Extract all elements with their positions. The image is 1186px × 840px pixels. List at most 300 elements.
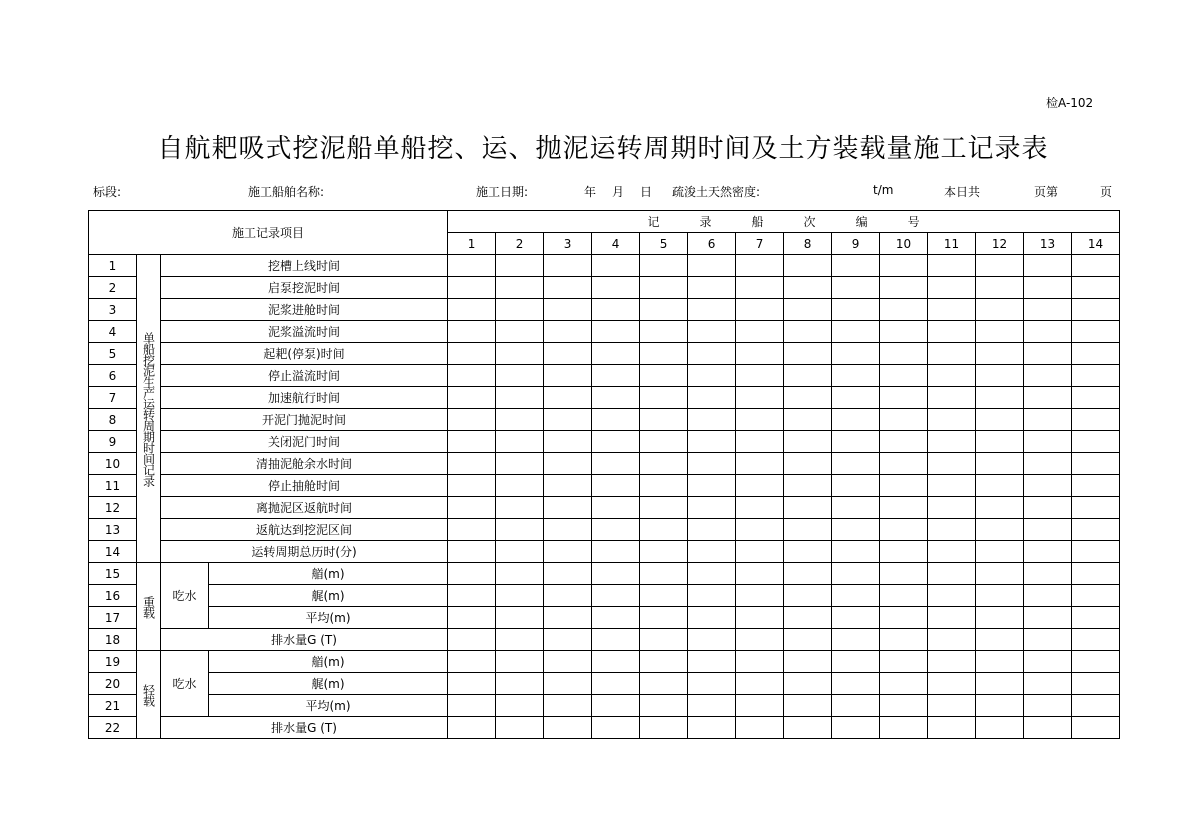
record-cell[interactable] bbox=[544, 321, 592, 343]
record-cell[interactable] bbox=[1072, 673, 1120, 695]
record-cell[interactable] bbox=[448, 343, 496, 365]
record-cell[interactable] bbox=[976, 717, 1024, 739]
record-cell[interactable] bbox=[544, 365, 592, 387]
record-cell[interactable] bbox=[640, 585, 688, 607]
record-cell[interactable] bbox=[640, 321, 688, 343]
record-cell[interactable] bbox=[544, 651, 592, 673]
record-cell[interactable] bbox=[640, 431, 688, 453]
record-cell[interactable] bbox=[448, 717, 496, 739]
record-cell[interactable] bbox=[832, 585, 880, 607]
record-cell[interactable] bbox=[880, 519, 928, 541]
record-cell[interactable] bbox=[544, 541, 592, 563]
record-cell[interactable] bbox=[1072, 541, 1120, 563]
record-cell[interactable] bbox=[1024, 673, 1072, 695]
record-cell[interactable] bbox=[496, 629, 544, 651]
record-cell[interactable] bbox=[736, 497, 784, 519]
record-cell[interactable] bbox=[1072, 629, 1120, 651]
record-cell[interactable] bbox=[880, 365, 928, 387]
record-cell[interactable] bbox=[832, 277, 880, 299]
record-cell[interactable] bbox=[640, 695, 688, 717]
record-cell[interactable] bbox=[688, 343, 736, 365]
record-cell[interactable] bbox=[1024, 299, 1072, 321]
record-cell[interactable] bbox=[1024, 387, 1072, 409]
record-cell[interactable] bbox=[880, 431, 928, 453]
record-cell[interactable] bbox=[784, 585, 832, 607]
record-cell[interactable] bbox=[496, 651, 544, 673]
record-cell[interactable] bbox=[736, 563, 784, 585]
record-cell[interactable] bbox=[448, 387, 496, 409]
record-cell[interactable] bbox=[784, 541, 832, 563]
record-cell[interactable] bbox=[736, 343, 784, 365]
record-cell[interactable] bbox=[928, 673, 976, 695]
record-cell[interactable] bbox=[544, 497, 592, 519]
record-cell[interactable] bbox=[544, 585, 592, 607]
record-cell[interactable] bbox=[928, 343, 976, 365]
record-cell[interactable] bbox=[688, 365, 736, 387]
record-cell[interactable] bbox=[784, 387, 832, 409]
record-cell[interactable] bbox=[496, 585, 544, 607]
record-cell[interactable] bbox=[880, 475, 928, 497]
record-cell[interactable] bbox=[1072, 717, 1120, 739]
record-cell[interactable] bbox=[592, 519, 640, 541]
record-cell[interactable] bbox=[1024, 453, 1072, 475]
record-cell[interactable] bbox=[688, 475, 736, 497]
record-cell[interactable] bbox=[832, 365, 880, 387]
record-cell[interactable] bbox=[928, 387, 976, 409]
record-cell[interactable] bbox=[688, 585, 736, 607]
record-cell[interactable] bbox=[736, 255, 784, 277]
record-cell[interactable] bbox=[736, 607, 784, 629]
record-cell[interactable] bbox=[448, 497, 496, 519]
record-cell[interactable] bbox=[592, 387, 640, 409]
record-cell[interactable] bbox=[448, 431, 496, 453]
record-cell[interactable] bbox=[448, 299, 496, 321]
record-cell[interactable] bbox=[1072, 431, 1120, 453]
record-cell[interactable] bbox=[1072, 563, 1120, 585]
record-cell[interactable] bbox=[832, 255, 880, 277]
record-cell[interactable] bbox=[496, 497, 544, 519]
record-cell[interactable] bbox=[448, 409, 496, 431]
record-cell[interactable] bbox=[832, 497, 880, 519]
record-cell[interactable] bbox=[592, 695, 640, 717]
record-cell[interactable] bbox=[736, 585, 784, 607]
record-cell[interactable] bbox=[928, 585, 976, 607]
record-cell[interactable] bbox=[496, 299, 544, 321]
record-cell[interactable] bbox=[592, 585, 640, 607]
record-cell[interactable] bbox=[688, 519, 736, 541]
record-cell[interactable] bbox=[544, 629, 592, 651]
record-cell[interactable] bbox=[784, 321, 832, 343]
record-cell[interactable] bbox=[1024, 585, 1072, 607]
record-cell[interactable] bbox=[976, 299, 1024, 321]
record-cell[interactable] bbox=[688, 255, 736, 277]
record-cell[interactable] bbox=[1024, 343, 1072, 365]
record-cell[interactable] bbox=[880, 277, 928, 299]
record-cell[interactable] bbox=[976, 519, 1024, 541]
record-cell[interactable] bbox=[976, 255, 1024, 277]
record-cell[interactable] bbox=[448, 519, 496, 541]
record-cell[interactable] bbox=[1024, 563, 1072, 585]
record-cell[interactable] bbox=[1024, 695, 1072, 717]
record-cell[interactable] bbox=[736, 453, 784, 475]
record-cell[interactable] bbox=[1024, 255, 1072, 277]
record-cell[interactable] bbox=[976, 497, 1024, 519]
record-cell[interactable] bbox=[688, 321, 736, 343]
record-cell[interactable] bbox=[592, 651, 640, 673]
record-cell[interactable] bbox=[1072, 585, 1120, 607]
record-cell[interactable] bbox=[1024, 519, 1072, 541]
record-cell[interactable] bbox=[736, 277, 784, 299]
record-cell[interactable] bbox=[784, 563, 832, 585]
record-cell[interactable] bbox=[688, 387, 736, 409]
record-cell[interactable] bbox=[496, 607, 544, 629]
record-cell[interactable] bbox=[640, 651, 688, 673]
record-cell[interactable] bbox=[736, 299, 784, 321]
record-cell[interactable] bbox=[784, 717, 832, 739]
record-cell[interactable] bbox=[976, 475, 1024, 497]
record-cell[interactable] bbox=[1024, 321, 1072, 343]
record-cell[interactable] bbox=[880, 563, 928, 585]
record-cell[interactable] bbox=[784, 695, 832, 717]
record-cell[interactable] bbox=[1024, 409, 1072, 431]
record-cell[interactable] bbox=[640, 387, 688, 409]
record-cell[interactable] bbox=[880, 673, 928, 695]
record-cell[interactable] bbox=[1024, 717, 1072, 739]
record-cell[interactable] bbox=[976, 629, 1024, 651]
record-cell[interactable] bbox=[736, 321, 784, 343]
record-cell[interactable] bbox=[640, 497, 688, 519]
record-cell[interactable] bbox=[688, 431, 736, 453]
record-cell[interactable] bbox=[976, 673, 1024, 695]
record-cell[interactable] bbox=[928, 277, 976, 299]
record-cell[interactable] bbox=[544, 563, 592, 585]
record-cell[interactable] bbox=[688, 629, 736, 651]
record-cell[interactable] bbox=[640, 629, 688, 651]
record-cell[interactable] bbox=[880, 651, 928, 673]
record-cell[interactable] bbox=[928, 541, 976, 563]
record-cell[interactable] bbox=[688, 563, 736, 585]
record-cell[interactable] bbox=[640, 343, 688, 365]
record-cell[interactable] bbox=[592, 717, 640, 739]
record-cell[interactable] bbox=[832, 607, 880, 629]
record-cell[interactable] bbox=[688, 453, 736, 475]
record-cell[interactable] bbox=[640, 453, 688, 475]
record-cell[interactable] bbox=[1072, 651, 1120, 673]
record-cell[interactable] bbox=[928, 695, 976, 717]
record-cell[interactable] bbox=[784, 607, 832, 629]
record-cell[interactable] bbox=[928, 409, 976, 431]
record-cell[interactable] bbox=[496, 541, 544, 563]
record-cell[interactable] bbox=[880, 695, 928, 717]
record-cell[interactable] bbox=[1072, 321, 1120, 343]
record-cell[interactable] bbox=[880, 717, 928, 739]
record-cell[interactable] bbox=[784, 673, 832, 695]
record-cell[interactable] bbox=[976, 387, 1024, 409]
record-cell[interactable] bbox=[544, 717, 592, 739]
record-cell[interactable] bbox=[736, 629, 784, 651]
record-cell[interactable] bbox=[688, 497, 736, 519]
record-cell[interactable] bbox=[544, 431, 592, 453]
record-cell[interactable] bbox=[1072, 519, 1120, 541]
record-cell[interactable] bbox=[640, 299, 688, 321]
record-cell[interactable] bbox=[544, 673, 592, 695]
record-cell[interactable] bbox=[976, 541, 1024, 563]
record-cell[interactable] bbox=[976, 321, 1024, 343]
record-cell[interactable] bbox=[832, 519, 880, 541]
record-cell[interactable] bbox=[736, 673, 784, 695]
record-cell[interactable] bbox=[880, 299, 928, 321]
record-cell[interactable] bbox=[448, 475, 496, 497]
record-cell[interactable] bbox=[1024, 475, 1072, 497]
record-cell[interactable] bbox=[736, 651, 784, 673]
record-cell[interactable] bbox=[832, 409, 880, 431]
record-cell[interactable] bbox=[784, 651, 832, 673]
record-cell[interactable] bbox=[640, 673, 688, 695]
record-cell[interactable] bbox=[592, 629, 640, 651]
record-cell[interactable] bbox=[784, 277, 832, 299]
record-cell[interactable] bbox=[448, 651, 496, 673]
record-cell[interactable] bbox=[496, 519, 544, 541]
record-cell[interactable] bbox=[928, 607, 976, 629]
record-cell[interactable] bbox=[976, 409, 1024, 431]
record-cell[interactable] bbox=[736, 519, 784, 541]
record-cell[interactable] bbox=[640, 607, 688, 629]
record-cell[interactable] bbox=[688, 541, 736, 563]
record-cell[interactable] bbox=[880, 453, 928, 475]
record-cell[interactable] bbox=[496, 717, 544, 739]
record-cell[interactable] bbox=[592, 431, 640, 453]
record-cell[interactable] bbox=[976, 585, 1024, 607]
record-cell[interactable] bbox=[496, 343, 544, 365]
record-cell[interactable] bbox=[880, 343, 928, 365]
record-cell[interactable] bbox=[880, 629, 928, 651]
record-cell[interactable] bbox=[736, 717, 784, 739]
record-cell[interactable] bbox=[448, 365, 496, 387]
record-cell[interactable] bbox=[928, 321, 976, 343]
record-cell[interactable] bbox=[592, 409, 640, 431]
record-cell[interactable] bbox=[688, 409, 736, 431]
record-cell[interactable] bbox=[688, 717, 736, 739]
record-cell[interactable] bbox=[736, 431, 784, 453]
record-cell[interactable] bbox=[640, 563, 688, 585]
record-cell[interactable] bbox=[1072, 255, 1120, 277]
record-cell[interactable] bbox=[832, 563, 880, 585]
record-cell[interactable] bbox=[928, 365, 976, 387]
record-cell[interactable] bbox=[976, 607, 1024, 629]
record-cell[interactable] bbox=[496, 387, 544, 409]
record-cell[interactable] bbox=[880, 409, 928, 431]
record-cell[interactable] bbox=[496, 673, 544, 695]
record-cell[interactable] bbox=[736, 387, 784, 409]
record-cell[interactable] bbox=[1072, 453, 1120, 475]
record-cell[interactable] bbox=[1024, 541, 1072, 563]
record-cell[interactable] bbox=[640, 519, 688, 541]
record-cell[interactable] bbox=[448, 607, 496, 629]
record-cell[interactable] bbox=[544, 519, 592, 541]
record-cell[interactable] bbox=[544, 453, 592, 475]
record-cell[interactable] bbox=[688, 277, 736, 299]
record-cell[interactable] bbox=[544, 255, 592, 277]
record-cell[interactable] bbox=[1072, 607, 1120, 629]
record-cell[interactable] bbox=[688, 651, 736, 673]
record-cell[interactable] bbox=[880, 541, 928, 563]
record-cell[interactable] bbox=[784, 497, 832, 519]
record-cell[interactable] bbox=[736, 695, 784, 717]
record-cell[interactable] bbox=[928, 475, 976, 497]
record-cell[interactable] bbox=[784, 519, 832, 541]
record-cell[interactable] bbox=[832, 431, 880, 453]
record-cell[interactable] bbox=[592, 299, 640, 321]
record-cell[interactable] bbox=[976, 695, 1024, 717]
record-cell[interactable] bbox=[544, 409, 592, 431]
record-cell[interactable] bbox=[880, 497, 928, 519]
record-cell[interactable] bbox=[784, 629, 832, 651]
record-cell[interactable] bbox=[976, 365, 1024, 387]
record-cell[interactable] bbox=[592, 343, 640, 365]
record-cell[interactable] bbox=[496, 321, 544, 343]
record-cell[interactable] bbox=[736, 475, 784, 497]
record-cell[interactable] bbox=[832, 299, 880, 321]
record-cell[interactable] bbox=[1072, 497, 1120, 519]
record-cell[interactable] bbox=[496, 255, 544, 277]
record-cell[interactable] bbox=[928, 299, 976, 321]
record-cell[interactable] bbox=[1072, 475, 1120, 497]
record-cell[interactable] bbox=[832, 453, 880, 475]
record-cell[interactable] bbox=[736, 541, 784, 563]
record-cell[interactable] bbox=[592, 673, 640, 695]
record-cell[interactable] bbox=[1072, 695, 1120, 717]
record-cell[interactable] bbox=[880, 321, 928, 343]
record-cell[interactable] bbox=[880, 387, 928, 409]
record-cell[interactable] bbox=[592, 541, 640, 563]
record-cell[interactable] bbox=[448, 629, 496, 651]
record-cell[interactable] bbox=[640, 541, 688, 563]
record-cell[interactable] bbox=[832, 717, 880, 739]
record-cell[interactable] bbox=[1024, 629, 1072, 651]
record-cell[interactable] bbox=[448, 321, 496, 343]
record-cell[interactable] bbox=[976, 277, 1024, 299]
record-cell[interactable] bbox=[784, 453, 832, 475]
record-cell[interactable] bbox=[544, 387, 592, 409]
record-cell[interactable] bbox=[1072, 387, 1120, 409]
record-cell[interactable] bbox=[784, 365, 832, 387]
record-cell[interactable] bbox=[976, 431, 1024, 453]
record-cell[interactable] bbox=[592, 365, 640, 387]
record-cell[interactable] bbox=[784, 299, 832, 321]
record-cell[interactable] bbox=[688, 299, 736, 321]
record-cell[interactable] bbox=[448, 255, 496, 277]
record-cell[interactable] bbox=[688, 673, 736, 695]
record-cell[interactable] bbox=[832, 651, 880, 673]
record-cell[interactable] bbox=[592, 563, 640, 585]
record-cell[interactable] bbox=[1024, 277, 1072, 299]
record-cell[interactable] bbox=[880, 585, 928, 607]
record-cell[interactable] bbox=[448, 277, 496, 299]
record-cell[interactable] bbox=[736, 409, 784, 431]
record-cell[interactable] bbox=[640, 475, 688, 497]
record-cell[interactable] bbox=[784, 343, 832, 365]
record-cell[interactable] bbox=[544, 695, 592, 717]
record-cell[interactable] bbox=[976, 343, 1024, 365]
record-cell[interactable] bbox=[640, 409, 688, 431]
record-cell[interactable] bbox=[928, 453, 976, 475]
record-cell[interactable] bbox=[592, 453, 640, 475]
record-cell[interactable] bbox=[832, 541, 880, 563]
record-cell[interactable] bbox=[1024, 651, 1072, 673]
record-cell[interactable] bbox=[1072, 277, 1120, 299]
record-cell[interactable] bbox=[1072, 409, 1120, 431]
record-cell[interactable] bbox=[880, 255, 928, 277]
record-cell[interactable] bbox=[832, 673, 880, 695]
record-cell[interactable] bbox=[640, 717, 688, 739]
record-cell[interactable] bbox=[448, 695, 496, 717]
record-cell[interactable] bbox=[496, 453, 544, 475]
record-cell[interactable] bbox=[832, 387, 880, 409]
record-cell[interactable] bbox=[832, 343, 880, 365]
record-cell[interactable] bbox=[448, 673, 496, 695]
record-cell[interactable] bbox=[496, 277, 544, 299]
record-cell[interactable] bbox=[784, 255, 832, 277]
record-cell[interactable] bbox=[688, 607, 736, 629]
record-cell[interactable] bbox=[1072, 365, 1120, 387]
record-cell[interactable] bbox=[784, 409, 832, 431]
record-cell[interactable] bbox=[496, 431, 544, 453]
record-cell[interactable] bbox=[592, 607, 640, 629]
record-cell[interactable] bbox=[496, 475, 544, 497]
record-cell[interactable] bbox=[928, 629, 976, 651]
record-cell[interactable] bbox=[544, 475, 592, 497]
record-cell[interactable] bbox=[496, 695, 544, 717]
record-cell[interactable] bbox=[544, 607, 592, 629]
record-cell[interactable] bbox=[592, 321, 640, 343]
record-cell[interactable] bbox=[448, 541, 496, 563]
record-cell[interactable] bbox=[928, 717, 976, 739]
record-cell[interactable] bbox=[1024, 431, 1072, 453]
record-cell[interactable] bbox=[640, 365, 688, 387]
record-cell[interactable] bbox=[592, 255, 640, 277]
record-cell[interactable] bbox=[976, 563, 1024, 585]
record-cell[interactable] bbox=[928, 431, 976, 453]
record-cell[interactable] bbox=[544, 277, 592, 299]
record-cell[interactable] bbox=[928, 255, 976, 277]
record-cell[interactable] bbox=[544, 343, 592, 365]
record-cell[interactable] bbox=[688, 695, 736, 717]
record-cell[interactable] bbox=[880, 607, 928, 629]
record-cell[interactable] bbox=[1024, 365, 1072, 387]
record-cell[interactable] bbox=[928, 497, 976, 519]
record-cell[interactable] bbox=[1024, 497, 1072, 519]
record-cell[interactable] bbox=[496, 365, 544, 387]
record-cell[interactable] bbox=[448, 585, 496, 607]
record-cell[interactable] bbox=[832, 695, 880, 717]
record-cell[interactable] bbox=[592, 497, 640, 519]
record-cell[interactable] bbox=[832, 321, 880, 343]
record-cell[interactable] bbox=[832, 629, 880, 651]
record-cell[interactable] bbox=[976, 453, 1024, 475]
record-cell[interactable] bbox=[640, 277, 688, 299]
record-cell[interactable] bbox=[784, 475, 832, 497]
record-cell[interactable] bbox=[1024, 607, 1072, 629]
record-cell[interactable] bbox=[928, 519, 976, 541]
record-cell[interactable] bbox=[544, 299, 592, 321]
record-cell[interactable] bbox=[592, 277, 640, 299]
record-cell[interactable] bbox=[928, 651, 976, 673]
record-cell[interactable] bbox=[592, 475, 640, 497]
record-cell[interactable] bbox=[496, 409, 544, 431]
record-cell[interactable] bbox=[832, 475, 880, 497]
record-cell[interactable] bbox=[928, 563, 976, 585]
record-cell[interactable] bbox=[736, 365, 784, 387]
